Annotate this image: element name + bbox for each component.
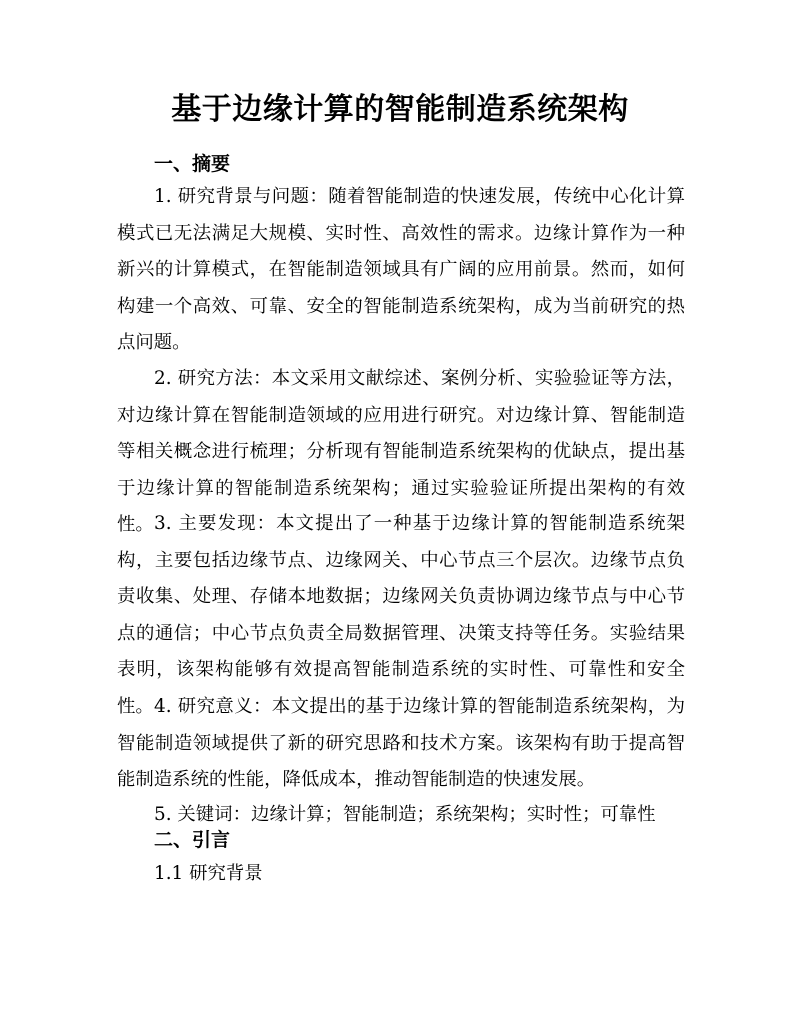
section-heading-abstract: 一、摘要 <box>154 153 231 175</box>
paragraph-background: 1. 研究背景与问题：随着智能制造的快速发展，传统中心化计算模式已无法满足大规模、实时性、高效性的需求。边缘计算作为一种新兴的计算模式，在智能制造领域具有广阔的应用前景。然而，如何构建一个高效、可靠、安全的智能制造系统架构，成为当前研究的热点问题。 <box>117 186 685 353</box>
paragraph-significance: 4. 研究意义：本文提出的基于边缘计算的智能制造系统架构，为智能制造领域提供了新的研究思路和技术方案。该架构有助于提高智能制造系统的性能，降低成本，推动智能制造的快速发展。 <box>117 696 685 790</box>
subsection-heading-research-background: 1.1 研究背景 <box>154 863 263 884</box>
document-title: 基于边缘计算的智能制造系统架构 <box>171 92 629 127</box>
paragraph-findings: 3. 主要发现：本文提出了一种基于边缘计算的智能制造系统架构，主要包括边缘节点、边缘网关、中心节点三个层次。边缘节点负责收集、处理、存储本地数据；边缘网关负责协调边缘节点与中心节点的通信；中心节点负责全局数据管理、决策支持等任务。实验结果表明，该架构能够有效提高智能制造系统的实时性、可靠性和安全性。 <box>117 513 685 717</box>
paragraph-keywords: 5. 关键词：边缘计算；智能制造；系统架构；实时性；可靠性 <box>154 804 656 825</box>
section-heading-introduction: 二、引言 <box>154 829 231 851</box>
paragraph-method: 2. 研究方法：本文采用文献综述、案例分析、实验验证等方法，对边缘计算在智能制造领域的应用进行研究。对边缘计算、智能制造等相关概念进行梳理；分析现有智能制造系统架构的优缺点，提出基于边缘计算的智能制造系统架构；通过实验验证所提出架构的有效性。 <box>117 368 685 535</box>
